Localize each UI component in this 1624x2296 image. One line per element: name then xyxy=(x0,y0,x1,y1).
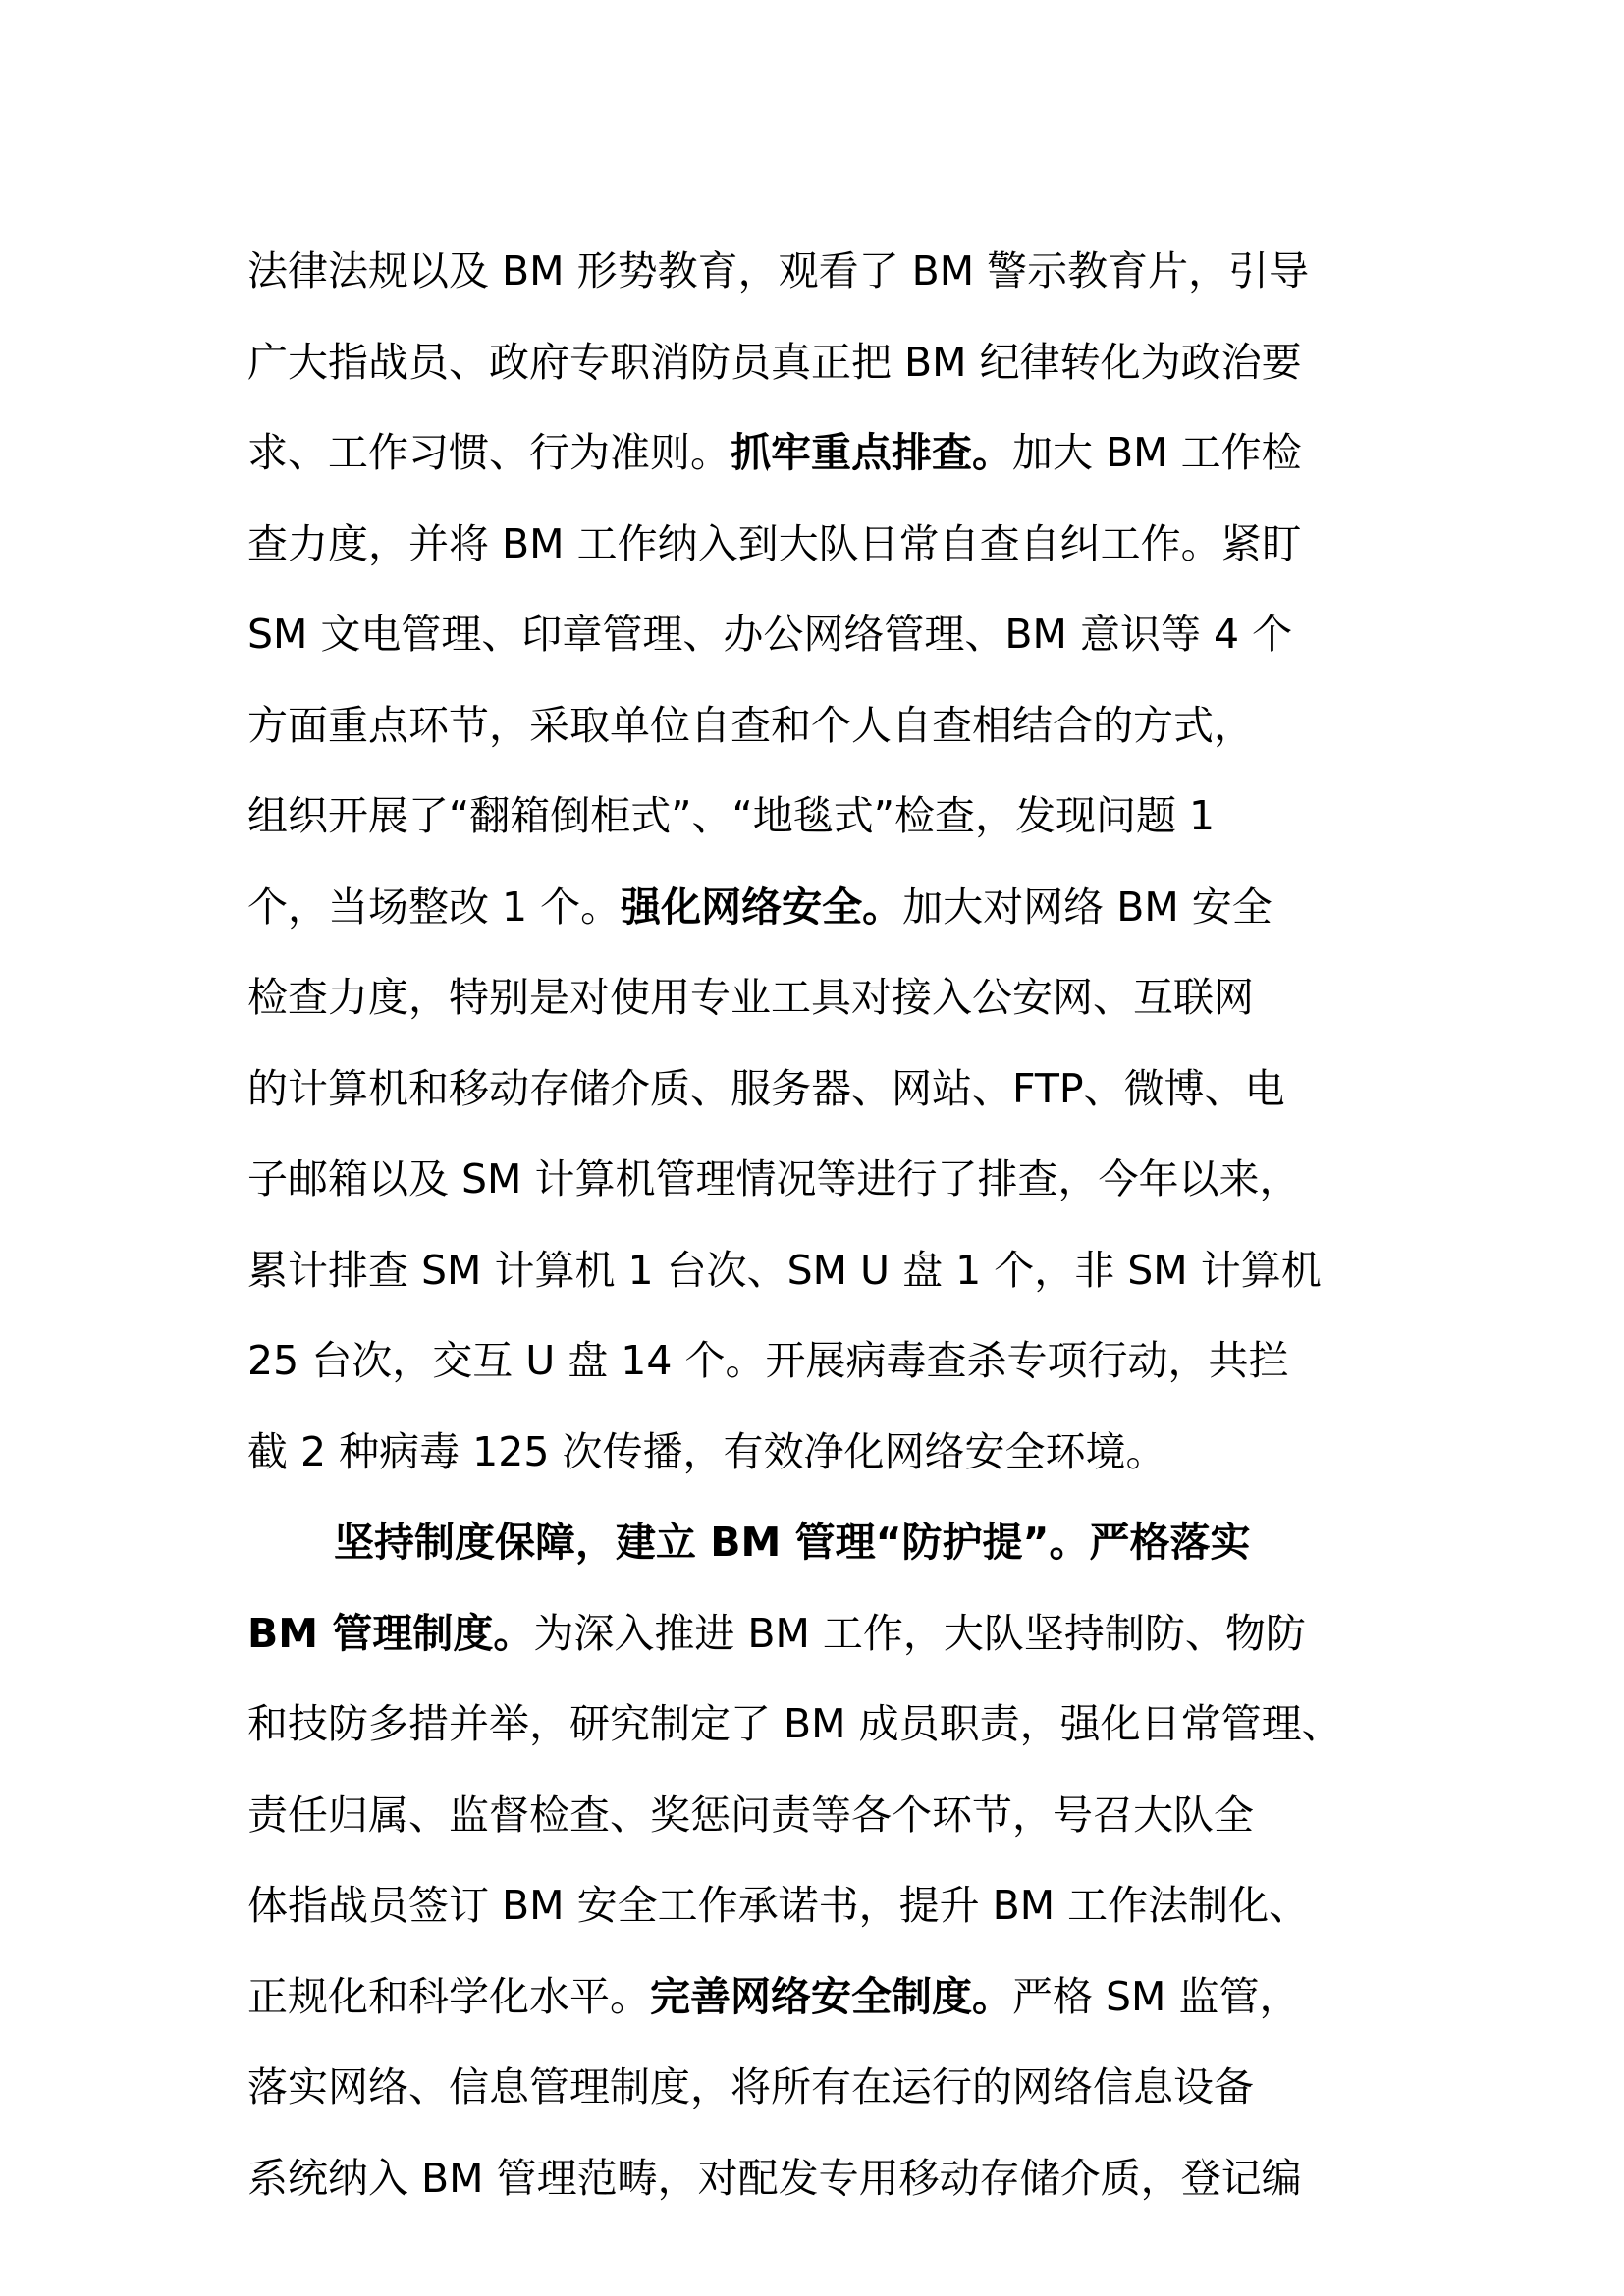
bold-heading-text: 强化网络安全。 xyxy=(621,882,903,931)
body-text: 和技防多措并举，研究制定了 BM 成员职责，强化日常管理、 xyxy=(247,1700,1342,1747)
body-text: 落实网络、信息管理制度，将所有在运行的网络信息设备 xyxy=(247,2063,1254,2110)
text-line xyxy=(247,2133,1386,2224)
text-line xyxy=(247,499,1386,590)
body-text: 责任归属、监督检查、奖惩问责等各个环节，号召大队全 xyxy=(247,1790,1254,1839)
text-line xyxy=(247,1043,1386,1135)
bold-heading-text: 坚持制度保障，建立 BM 管理“防护提”。严格落实 xyxy=(334,1519,1251,1566)
text-line xyxy=(247,771,1386,862)
body-text: 严格 SM 监管， xyxy=(1012,1972,1300,2020)
body-text: 的计算机和移动存储介质、服务器、网站、FTP、微博、电 xyxy=(247,1064,1285,1112)
body-text: 截 2 种病毒 125 次传播，有效净化网络安全环境。 xyxy=(247,1427,1166,1475)
text-line xyxy=(247,1315,1386,1407)
body-text: 加大 BM 工作检 xyxy=(1012,429,1302,476)
text-line xyxy=(247,680,1386,772)
text-line xyxy=(247,407,1386,499)
text-line xyxy=(247,1588,1386,1680)
body-text: 检查力度，特别是对使用专业工具对接入公安网、互联网 xyxy=(247,974,1254,1021)
text-line xyxy=(247,2042,1386,2133)
body-text: 广大指战员、政府专职消防员真正把 BM 纪律转化为政治要 xyxy=(247,338,1302,386)
body-text: 体指战员签订 BM 安全工作承诺书，提升 BM 工作法制化、 xyxy=(247,1882,1310,1929)
body-text: 个，当场整改 1 个。 xyxy=(247,882,622,931)
text-line xyxy=(247,1951,1386,2043)
body-text: 法律法规以及 BM 形势教育，观看了 BM 警示教育片，引导 xyxy=(247,247,1310,294)
body-text: 正规化和科学化水平。 xyxy=(247,1972,650,2020)
body-text: 为深入推进 BM 工作，大队坚持制防、物防 xyxy=(533,1609,1306,1657)
text-line xyxy=(247,1407,1386,1498)
body-text: 加大对网络 BM 安全 xyxy=(902,882,1272,931)
document-body xyxy=(247,226,1386,2223)
body-text: 方面重点环节，采取单位自查和个人自查相结合的方式， xyxy=(247,701,1254,749)
body-text: 系统纳入 BM 管理范畴，对配发专用移动存储介质，登记编 xyxy=(247,2154,1302,2202)
body-text: 求、工作习惯、行为准则。 xyxy=(247,429,731,476)
text-line xyxy=(247,1134,1386,1225)
body-text: 累计排查 SM 计算机 1 台次、SM U 盘 1 个，非 SM 计算机 xyxy=(247,1246,1322,1294)
text-line xyxy=(247,317,1386,408)
text-line xyxy=(247,952,1386,1043)
body-text: 子邮箱以及 SM 计算机管理情况等进行了排查，今年以来， xyxy=(247,1155,1300,1202)
text-line xyxy=(247,226,1386,317)
bold-heading-text: 抓牢重点排查。 xyxy=(731,429,1012,476)
bold-heading-text: 完善网络安全制度。 xyxy=(650,1972,1012,2020)
body-text: SM 文电管理、印章管理、办公网络管理、BM 意识等 4 个 xyxy=(247,611,1293,658)
bold-heading-text: BM 管理制度。 xyxy=(247,1609,534,1657)
body-text: 组织开展了“翻箱倒柜式”、“地毯式”检查，发现问题 1 xyxy=(247,792,1216,839)
text-line xyxy=(247,589,1386,680)
text-line xyxy=(247,862,1386,953)
text-line xyxy=(247,1860,1386,1951)
text-line xyxy=(247,1679,1386,1770)
text-line xyxy=(247,1770,1386,1861)
text-line xyxy=(247,1225,1386,1316)
body-text: 查力度，并将 BM 工作纳入到大队日常自查自纠工作。紧盯 xyxy=(247,519,1302,567)
text-line xyxy=(247,1497,1386,1588)
body-text: 25 台次，交互 U 盘 14 个。开展病毒查杀专项行动，共拦 xyxy=(247,1337,1289,1384)
